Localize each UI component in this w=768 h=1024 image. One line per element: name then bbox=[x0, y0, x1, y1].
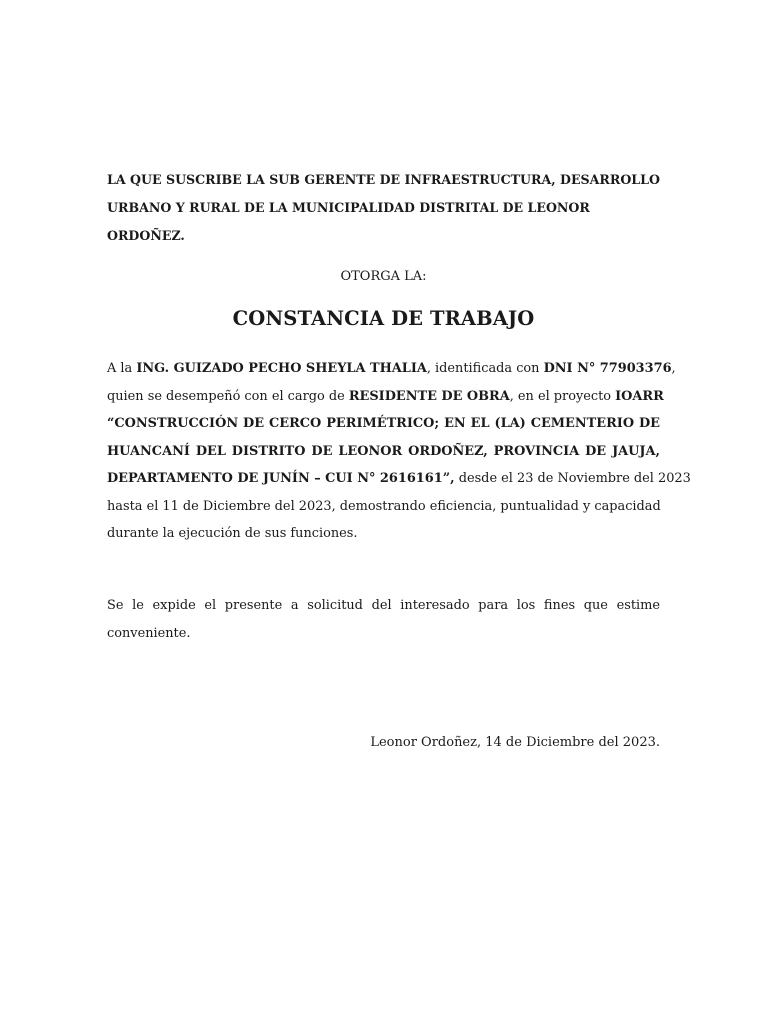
body-line-2 bbox=[107, 383, 664, 411]
start-date-text: desde el 23 de Noviembre del 2023 bbox=[454, 471, 691, 486]
body-line-3 bbox=[107, 410, 660, 438]
issuance-line-1: Se le expide el presente a solicitud del interesado para los fines que estime bbox=[107, 598, 660, 613]
body-line-5 bbox=[107, 465, 691, 493]
project-name-line-1: “CONSTRUCCIÓN DE CERCO PERIMÉTRICO; EN EL (LA) CEMENTERIO DE bbox=[107, 416, 660, 431]
body-comma: , bbox=[671, 361, 676, 376]
employee-name: ING. GUIZADO PECHO SHEYLA THALIA bbox=[136, 361, 427, 376]
place-and-date: Leonor Ordoñez, 14 de Diciembre del 2023. bbox=[370, 735, 660, 750]
body-id-text: , identificada con bbox=[426, 361, 544, 376]
body-role-text: quien se desempeñó con el cargo de bbox=[107, 388, 349, 404]
issuer-header bbox=[107, 166, 660, 250]
body-line-7: durante la ejecución de sus funciones. bbox=[107, 526, 358, 541]
issuer-header-line-2: URBANO Y RURAL DE LA MUNICIPALIDAD DISTRITAL DE LEONOR ORDOÑEZ. bbox=[107, 200, 590, 243]
grant-label: OTORGA LA: bbox=[340, 269, 427, 284]
issuance-paragraph bbox=[107, 592, 660, 648]
body-line-4 bbox=[107, 438, 660, 466]
document-page bbox=[107, 0, 691, 1024]
employee-dni: DNI N° 77903376 bbox=[543, 361, 672, 376]
body-prefix: A la bbox=[107, 361, 137, 376]
body-line-1 bbox=[107, 355, 676, 383]
body-line-6: hasta el 11 de Diciembre del 2023, demostrando eficiencia, puntualidad y capacidad bbox=[107, 498, 661, 514]
employee-role: RESIDENTE DE OBRA bbox=[348, 388, 510, 404]
project-type: IOARR bbox=[615, 388, 664, 404]
project-name-line-2: HUANCANÍ DEL DISTRITO DE LEONOR ORDOÑEZ, PROVINCIA DE JAUJA, bbox=[107, 443, 660, 459]
issuance-line-2: conveniente. bbox=[107, 626, 191, 641]
project-name-line-3: DEPARTAMENTO DE JUNÍN – CUI N° 2616161”, bbox=[107, 471, 455, 486]
body-project-text: , en el proyecto bbox=[509, 388, 616, 404]
certificate-body bbox=[107, 355, 691, 548]
document-title: CONSTANCIA DE TRABAJO bbox=[232, 307, 535, 330]
issuer-header-line-1: LA QUE SUSCRIBE LA SUB GERENTE DE INFRAESTRUCTURA, DESARROLLO bbox=[107, 172, 660, 187]
